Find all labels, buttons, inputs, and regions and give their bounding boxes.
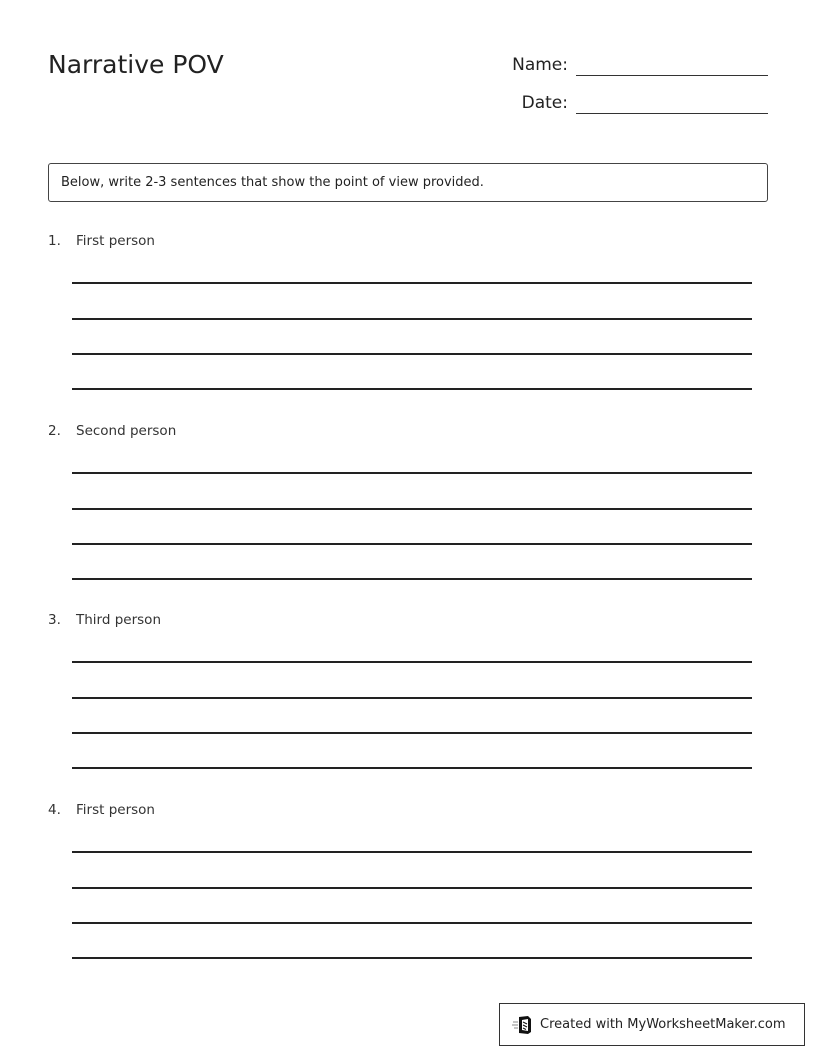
question-prompt: Second person [76,423,177,439]
answer-line[interactable] [72,472,752,474]
answer-line[interactable] [72,388,752,390]
answer-line[interactable] [72,353,752,355]
instructions-box [48,163,768,202]
question-number: 1. [48,233,61,249]
name-field [512,54,768,76]
answer-line[interactable] [72,318,752,320]
question-prompt: Third person [76,612,162,628]
name-label: Name: [512,55,568,75]
question-1 [48,232,768,250]
answer-line[interactable] [72,957,752,959]
question-2 [48,422,768,440]
question-prompt: First person [76,233,155,249]
date-input-line[interactable] [576,92,768,114]
answer-line[interactable] [72,767,752,769]
answer-line[interactable] [72,732,752,734]
question-4 [48,801,768,819]
question-number: 3. [48,612,61,628]
answer-line[interactable] [72,578,752,580]
question-number: 4. [48,802,61,818]
answer-line[interactable] [72,508,752,510]
worksheet-maker-logo-icon [512,1015,534,1035]
page-title: Narrative POV [48,50,224,79]
answer-line[interactable] [72,282,752,284]
answer-line[interactable] [72,543,752,545]
footer-credit-text[interactable]: Created with MyWorksheetMaker.com [540,1017,786,1032]
answer-line[interactable] [72,922,752,924]
answer-line[interactable] [72,661,752,663]
question-number: 2. [48,423,61,439]
question-prompt: First person [76,802,155,818]
answer-line[interactable] [72,851,752,853]
date-label: Date: [521,93,568,113]
date-field [522,92,768,114]
question-3 [48,611,768,629]
instructions-text: Below, write 2-3 sentences that show the point of view provided. [61,175,484,190]
name-input-line[interactable] [576,54,768,76]
footer-credit-badge[interactable] [499,1003,805,1046]
answer-line[interactable] [72,887,752,889]
answer-line[interactable] [72,697,752,699]
